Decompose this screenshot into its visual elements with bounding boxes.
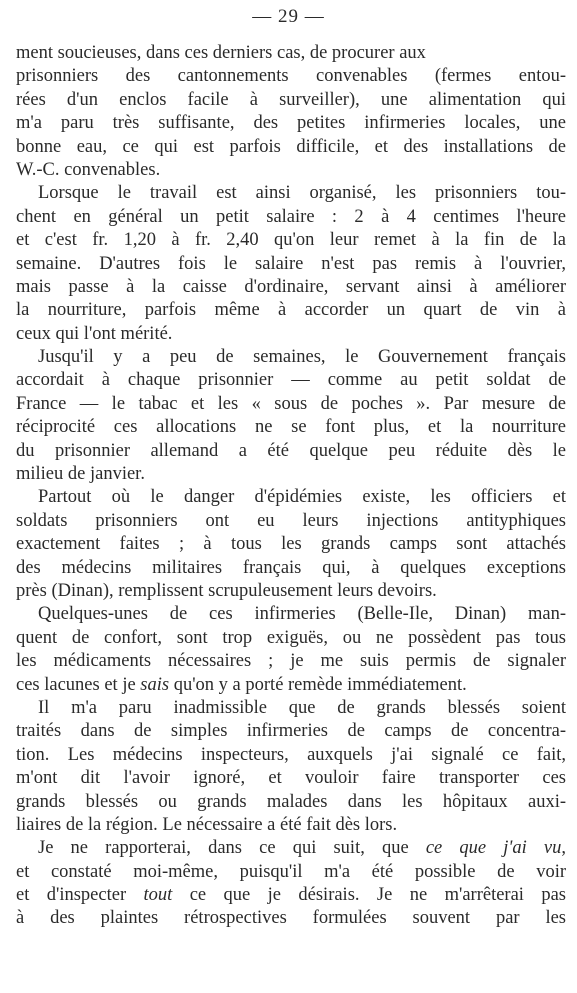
text-line: et d'inspecter tout ce que je désirais. Je ne m'arrêterai pas: [16, 885, 566, 906]
text-line: semaine. D'autres fois le salaire n'est pas remis à l'ouvrier,: [16, 253, 566, 274]
text-line: milieu de janvier.: [16, 464, 145, 485]
text-line: m'ont dit l'avoir ignoré, et vouloir faire transporter ces: [16, 768, 566, 789]
text-line: soldats prisonniers ont eu leurs injections antityphiques: [16, 510, 566, 531]
paragraph-first-line: Partout où le danger d'épidémies existe, les officiers et: [38, 487, 566, 508]
text-line: m'a paru très suffisante, des petites infirmeries locales, une: [16, 113, 566, 134]
italic-emphasis: tout: [143, 885, 173, 906]
text-line: grands blessés ou grands malades dans les hôpitaux auxi-: [16, 791, 566, 812]
text-line: mais passe à la caisse d'ordinaire, servant ainsi à améliorer: [16, 276, 566, 297]
text-line: les médicaments nécessaires ; je me suis permis de signaler: [16, 651, 566, 672]
italic-emphasis: ce que j'ai vu: [425, 838, 562, 859]
paragraph-first-line: Quelques-unes de ces infirmeries (Belle-Ile, Dinan) man-: [38, 604, 566, 625]
text-line: du prisonnier allemand a été quelque peu réduite dès le: [16, 440, 566, 461]
text-line: des médecins militaires français qui, à quelques exceptions: [16, 557, 566, 578]
text-line: et c'est fr. 1,20 à fr. 2,40 qu'on leur remet à la fin de la: [16, 230, 566, 251]
text-line: et constaté moi-même, puisqu'il m'a été possible de voir: [16, 861, 566, 882]
text-line: liaires de la région. Le nécessaire a été fait dès lors.: [16, 814, 398, 835]
text-line: exactement faites ; à tous les grands camps sont attachés: [16, 534, 566, 555]
italic-emphasis: sais: [140, 674, 170, 695]
text-line: ceux qui l'ont mérité.: [16, 323, 173, 344]
paragraph-first-line: Jusqu'il y a peu de semaines, le Gouvernement français: [38, 347, 566, 368]
text-line: traités dans de simples infirmeries de camps de concentra-: [16, 721, 566, 742]
text-line: rées d'un enclos facile à surveiller), une alimentation qui: [16, 89, 566, 110]
text-line: W.-C. convenables.: [16, 159, 161, 180]
text-line: chent en général un petit salaire : 2 à 4 centimes l'heure: [16, 206, 566, 227]
text-line: ces lacunes et je sais qu'on y a porté remède immédiatement.: [16, 674, 467, 695]
text-line: accordait à chaque prisonnier — comme au petit soldat de: [16, 370, 566, 391]
body-text: [16, 42, 566, 929]
page-number: — 29 —: [252, 6, 325, 27]
paragraph-first-line: Je ne rapporterai, dans ce qui suit, que ce que j'ai vu,: [38, 838, 566, 859]
text-line: ment soucieuses, dans ces derniers cas, de procurer aux: [16, 43, 426, 63]
text-line: la nourriture, parfois même à accorder un quart de vin à: [16, 300, 566, 321]
paragraph-first-line: Lorsque le travail est ainsi organisé, les prisonniers tou-: [38, 183, 566, 204]
text-line: quent de confort, sont trop exiguës, ou ne possèdent pas tous: [16, 627, 566, 648]
text-line: tion. Les médecins inspecteurs, auxquels j'ai signalé ce fait,: [16, 744, 566, 765]
text-line: réciprocité ces allocations ne se font plus, et la nourriture: [16, 417, 566, 438]
text-line: France — le tabac et les « sous de poches ». Par mesure de: [16, 393, 566, 414]
text-line: bonne eau, ce qui est parfois difficile, et des installations de: [16, 136, 566, 157]
text-line: prisonniers des cantonnements convenables (fermes entou-: [16, 66, 566, 87]
paragraph-first-line: Il m'a paru inadmissible que de grands blessés soient: [38, 697, 566, 718]
text-line: près (Dinan), remplissent scrupuleusement leurs devoirs.: [16, 580, 437, 601]
text-line: à des plaintes rétrospectives formulées souvent par les: [16, 908, 566, 929]
